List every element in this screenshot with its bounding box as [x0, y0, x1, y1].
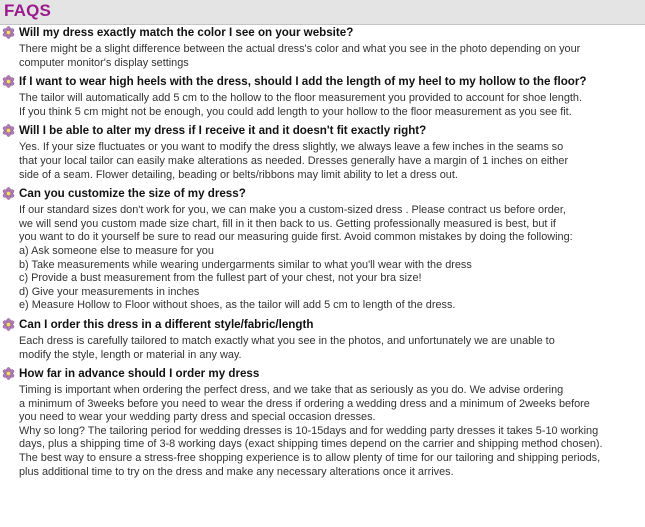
faq-answer-line: modify the style, length or material in any way. [19, 348, 242, 361]
faq-answer-line: b) Take measurements while wearing undergarments similar to what you'll wear with the dress [19, 258, 472, 271]
faq-question-text: Will my dress exactly match the color I see on your website? [19, 26, 354, 39]
faq-answer-line: d) Give your measurements in inches [19, 285, 200, 298]
faq-question-text: Will I be able to alter my dress if I receive it and it doesn't fit exactly right? [19, 124, 427, 138]
faq-answer [0, 43, 645, 70]
faq-answer-line: The tailor will automatically add 5 cm to the hollow to the floor measurement you provided to account for shoe length. [19, 92, 582, 105]
faq-question-text: Can I order this dress in a different style/fabric/length [19, 317, 314, 331]
faq-answer [0, 335, 645, 362]
faq-answer-line: a) Ask someone else to measure for you [19, 244, 214, 257]
faq-answer [0, 141, 645, 182]
faq-question [0, 316, 645, 333]
faq-answer-line: The best way to ensure a stress-free shopping experience is to allow plenty of time for our tailoring and shipping periods, [19, 452, 601, 465]
faq-answer-line: side of a seam. Flower detailing, beading or belts/ribbons may limit ability to let a dress out. [19, 168, 458, 181]
faq-answer-line: c) Provide a bust measurement from the fullest part of your chest, not your bra size! [19, 272, 422, 285]
faq-question [0, 365, 645, 382]
faq-answer-line: computer monitor's display settings [19, 56, 189, 69]
faq-answer-line: you want to do it yourself be sure to read our measuring guide first. Avoid common mistakes by doing the following: [19, 231, 573, 244]
faq-answer-line: If our standard sizes don't work for you, we can make you a custom-sized dress . Please contract us before order, [19, 204, 566, 217]
faq-list [0, 24, 645, 482]
faq-answer-line: e) Measure Hollow to Floor without shoes, as the tailor will add 5 cm to length of the dress. [19, 299, 456, 312]
flower-icon [2, 26, 15, 39]
flower-icon [2, 124, 15, 137]
faq-answer [0, 384, 645, 479]
faq-answer-line: plus additional time to try on the dress and make any necessary alterations once it arrives. [19, 465, 454, 478]
flower-icon [2, 367, 15, 380]
faq-answer-line: Timing is important when ordering the perfect dress, and we take that as seriously as you do. We advise ordering [19, 384, 564, 397]
faq-answer-line: There might be a slight difference between the actual dress's color and what you see in the photo depending on your [19, 43, 581, 55]
faq-question-text: If I want to wear high heels with the dress, should I add the length of my heel to my hollow to the floor? [19, 75, 587, 89]
faq-answer [0, 92, 645, 119]
faq-question-text: Can you customize the size of my dress? [19, 187, 246, 201]
faq-question [0, 73, 645, 90]
flower-icon [2, 187, 15, 200]
faq-header [0, 0, 645, 25]
faq-answer-line: If you think 5 cm might not be enough, you could add length to your hollow to the floor measurement as you see fit. [19, 105, 572, 118]
faq-answer-line: days, plus a shipping time of 3-8 working days (exact shipping times depend on the carrier and shipping method chosen). [19, 438, 603, 451]
faq-answer-line: we will send you custom made size chart, fill in it then back to us. Getting professionally measured is best, but if [19, 217, 556, 230]
flower-icon [2, 318, 15, 331]
faq-answer-line: Why so long? The tailoring period for wedding dresses is 10-15days and for wedding party dresses it takes 5-10 working [19, 424, 599, 437]
faq-answer-line: Yes. If your size fluctuates or you want to modify the dress slightly, we always leave a few inches in the seams so [19, 141, 564, 154]
faq-answer [0, 204, 645, 313]
faq-question [0, 24, 645, 41]
faq-answer-line: a minimum of 3weeks before you need to wear the dress if ordering a wedding dress and a minimum of 2weeks before [19, 397, 590, 410]
faq-answer-line: you need to wear your wedding party dress and special occasion dresses. [19, 411, 376, 424]
faq-question [0, 185, 645, 202]
faq-question-text: How far in advance should I order my dress [19, 367, 260, 381]
faq-question [0, 122, 645, 139]
faq-answer-line: Each dress is carefully tailored to match exactly what you see in the photos, and unfortunately we are unable to [19, 334, 555, 347]
faq-answer-line: that your local tailor can easily make alterations as needed. Dresses generally have a margin of 1 inches on either [19, 154, 569, 167]
flower-icon [2, 75, 15, 88]
page-title: FAQS [4, 1, 52, 20]
